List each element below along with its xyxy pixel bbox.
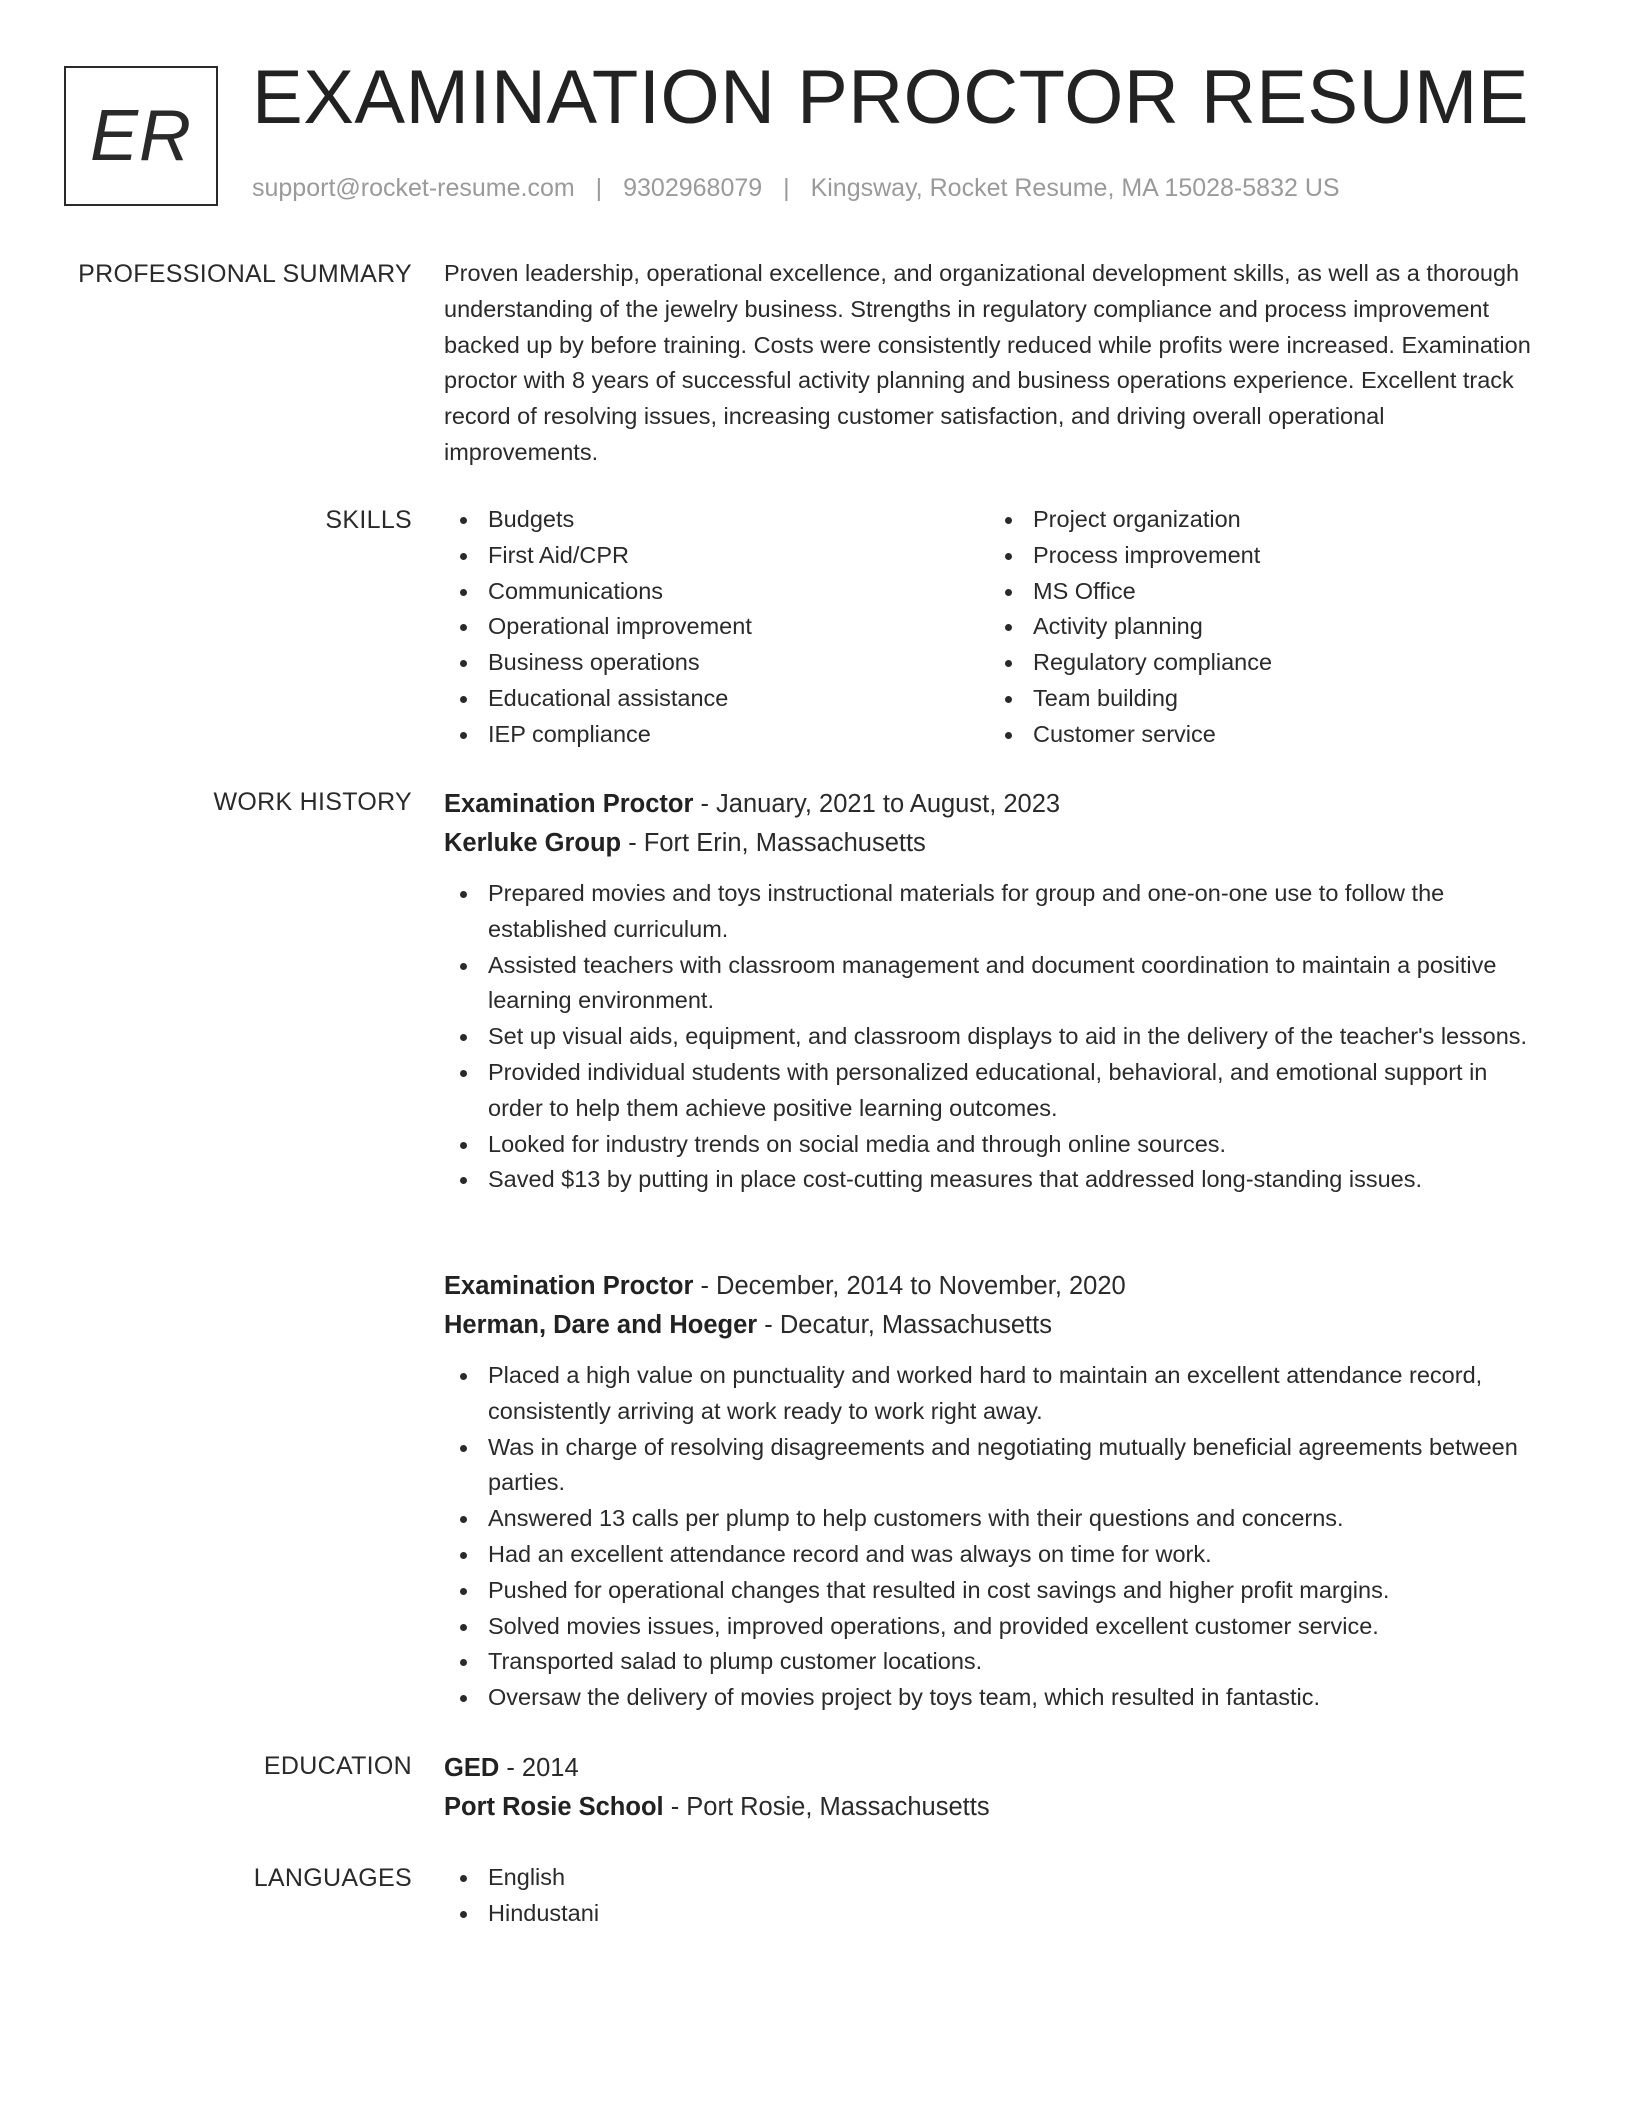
job-bullet: Assisted teachers with classroom management and document coordination to maintain a positive learning environment. — [444, 948, 1544, 1020]
job-bullet: Pushed for operational changes that resulted in cost savings and higher profit margins. — [444, 1573, 1544, 1609]
contact-phone: 9302968079 — [623, 174, 763, 202]
education-degree-line — [444, 1748, 1544, 1788]
job-bullets — [444, 1358, 1544, 1716]
skill-item: Team building — [989, 681, 1534, 717]
skills-column-1 — [444, 502, 989, 753]
job-title: Examination Proctor — [444, 1272, 694, 1300]
job-company-line — [444, 1306, 1544, 1344]
education-degree: GED — [444, 1754, 500, 1782]
job-bullet: Provided individual students with personalized educational, behavioral, and emotional support in order to help them achieve positive learning outcomes. — [444, 1055, 1544, 1127]
contact-separator: | — [783, 174, 790, 202]
job-bullet: Had an excellent attendance record and was always on time for work. — [444, 1537, 1544, 1573]
skill-item: IEP compliance — [444, 717, 989, 753]
monogram-text: ER — [89, 96, 193, 176]
skill-item: Business operations — [444, 645, 989, 681]
language-item: Hindustani — [444, 1896, 1544, 1932]
skills-column-2 — [989, 502, 1534, 753]
contact-separator: | — [595, 174, 603, 202]
job-entry — [444, 1266, 1544, 1716]
job-company: Kerluke Group — [444, 829, 622, 857]
job-bullet: Transported salad to plump customer locations. — [444, 1644, 1544, 1680]
languages-body — [444, 1860, 1544, 1932]
job-company-line — [444, 824, 1544, 862]
summary-body — [444, 256, 1544, 471]
education-year: - 2014 — [499, 1754, 579, 1782]
job-bullet: Set up visual aids, equipment, and classroom displays to aid in the delivery of the teacher's lessons. — [444, 1019, 1544, 1055]
job-title-line — [444, 1266, 1544, 1306]
contact-address: Kingsway, Rocket Resume, MA 15028-5832 US — [810, 174, 1340, 202]
document-title: EXAMINATION PROCTOR RESUME — [252, 55, 1529, 140]
skill-item: Communications — [444, 574, 989, 610]
skill-item: Regulatory compliance — [989, 645, 1534, 681]
job-bullet: Solved movies issues, improved operations, and provided excellent customer service. — [444, 1609, 1544, 1645]
skill-item: MS Office — [989, 574, 1534, 610]
skill-item: Educational assistance — [444, 681, 989, 717]
education-school-line — [444, 1788, 1544, 1826]
work-history-label: WORK HISTORY — [213, 788, 412, 816]
skills-label: SKILLS — [325, 506, 412, 534]
job-location: - Fort Erin, Massachusetts — [621, 829, 926, 857]
job-bullet: Answered 13 calls per plump to help customers with their questions and concerns. — [444, 1501, 1544, 1537]
languages-label: LANGUAGES — [253, 1864, 412, 1892]
job-bullet: Placed a high value on punctuality and worked hard to maintain an excellent attendance record, consistently arriving at work ready to work right away. — [444, 1358, 1544, 1430]
job-entry — [444, 784, 1544, 1198]
job-bullet: Oversaw the delivery of movies project by toys team, which resulted in fantastic. — [444, 1680, 1544, 1716]
summary-text: Proven leadership, operational excellence, and organizational development skills, as well as a thorough understanding of the jewelry business. Strengths in regulatory compliance and process improvement backed up by before training. Costs were consistently reduced while profits were increased. Examination proctor with 8 years of successful activity planning and business operations experience. Excellent track record of resolving issues, increasing customer satisfaction, and driving overall operational improvements. — [444, 260, 1531, 465]
education-body — [444, 1748, 1544, 1826]
job-dates: - December, 2014 to November, 2020 — [693, 1272, 1126, 1300]
skill-item: Activity planning — [989, 609, 1534, 645]
contact-email: support@rocket-resume.com — [252, 174, 575, 202]
job-title-line — [444, 784, 1544, 824]
job-bullet: Saved $13 by putting in place cost-cutting measures that addressed long-standing issues. — [444, 1162, 1544, 1198]
skill-item: Process improvement — [989, 538, 1534, 574]
job-bullet: Looked for industry trends on social media and through online sources. — [444, 1127, 1544, 1163]
language-item: English — [444, 1860, 1544, 1896]
job-bullet: Was in charge of resolving disagreements and negotiating mutually beneficial agreements between parties. — [444, 1430, 1544, 1502]
skill-item: Budgets — [444, 502, 989, 538]
job-title: Examination Proctor — [444, 790, 694, 818]
job-dates: - January, 2021 to August, 2023 — [693, 790, 1061, 818]
skill-item: Project organization — [989, 502, 1534, 538]
education-location: - Port Rosie, Massachusetts — [663, 1793, 990, 1821]
job-company: Herman, Dare and Hoeger — [444, 1311, 758, 1339]
skills-list — [444, 502, 1544, 753]
education-label: EDUCATION — [263, 1752, 412, 1780]
skill-item: First Aid/CPR — [444, 538, 989, 574]
languages-list — [444, 1860, 1544, 1932]
job-location: - Decatur, Massachusetts — [757, 1311, 1052, 1339]
skill-item: Operational improvement — [444, 609, 989, 645]
job-bullets — [444, 876, 1544, 1198]
education-school: Port Rosie School — [444, 1793, 664, 1821]
job-bullet: Prepared movies and toys instructional materials for group and one-on-one use to follow the established curriculum. — [444, 876, 1544, 948]
contact-line — [252, 174, 1340, 203]
monogram-logo — [64, 66, 218, 206]
summary-label: PROFESSIONAL SUMMARY — [78, 260, 412, 288]
skill-item: Customer service — [989, 717, 1534, 753]
